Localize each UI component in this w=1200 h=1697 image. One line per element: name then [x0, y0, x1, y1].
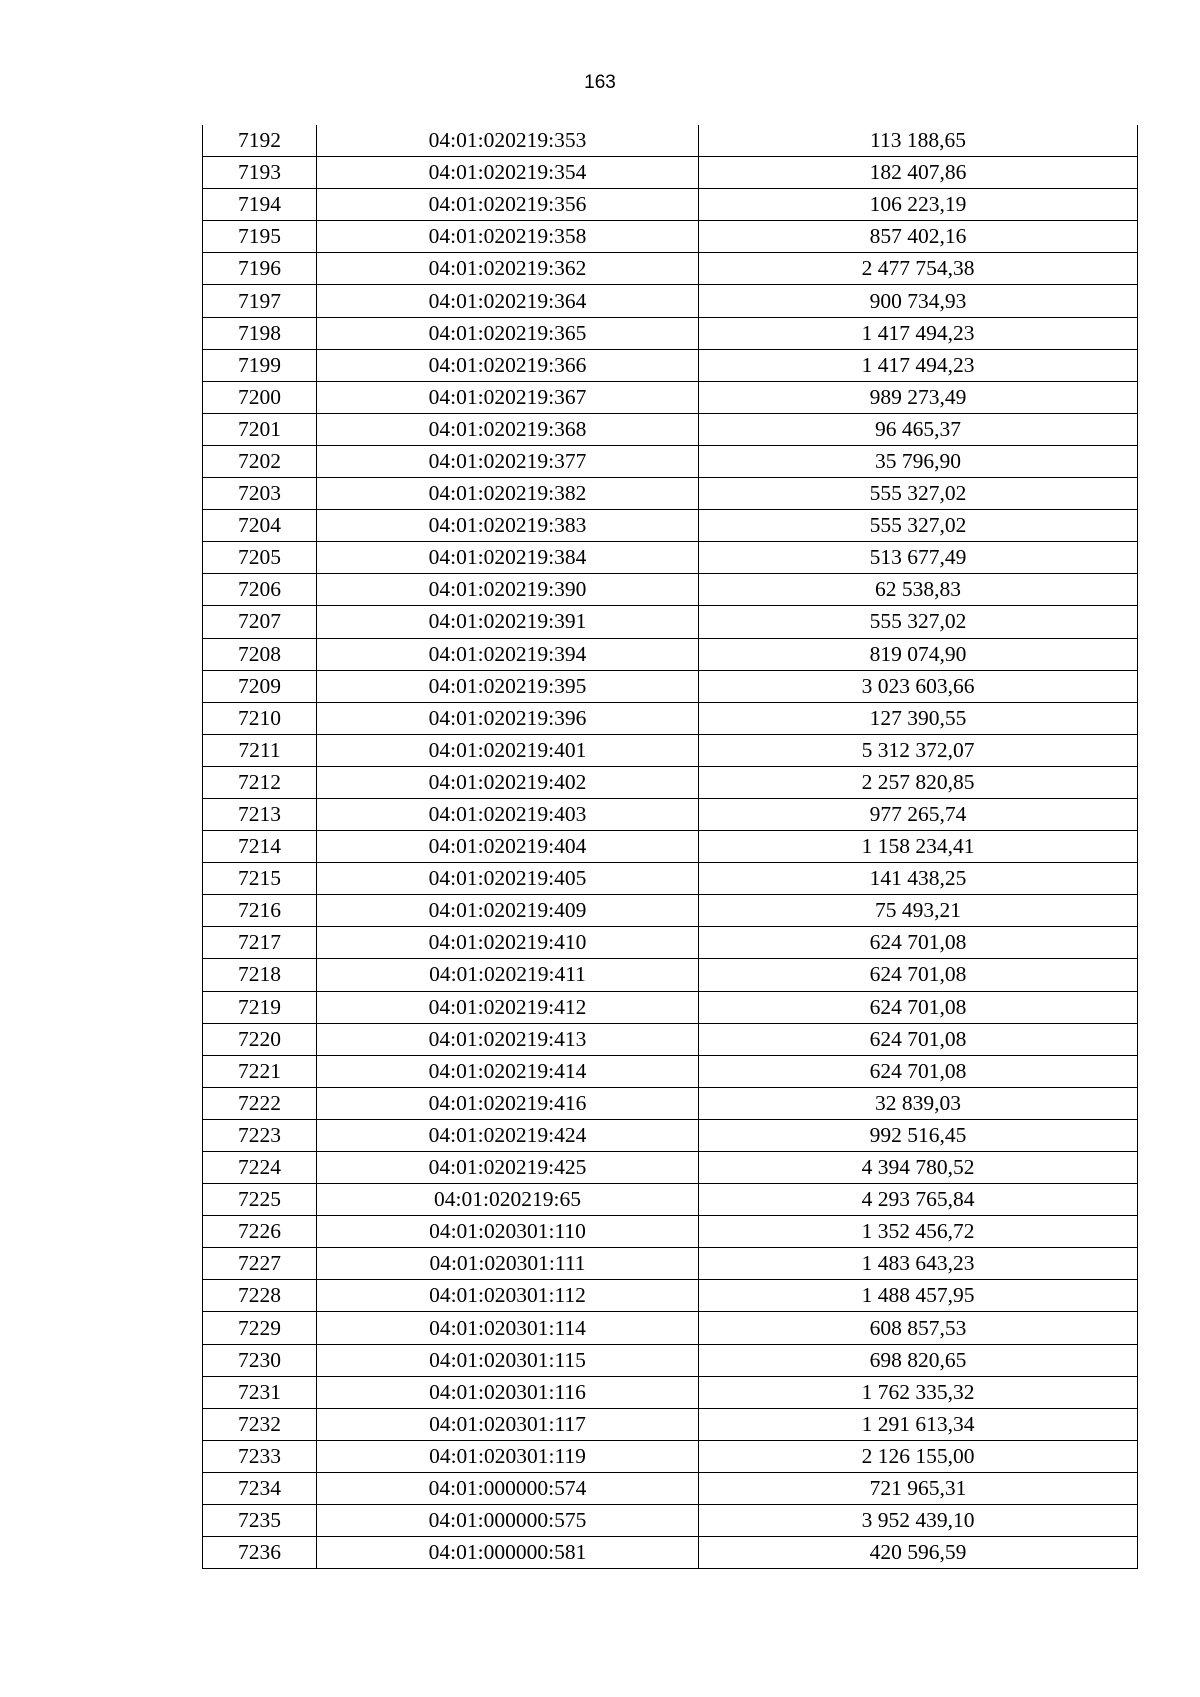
table-row: [203, 1440, 1138, 1472]
cadastral-number-cell: 04:01:000000:581: [317, 1537, 699, 1569]
cadastral-value-cell: 3 952 439,10: [699, 1505, 1138, 1537]
cadastral-number-cell: 04:01:020219:367: [317, 381, 699, 413]
cadastral-value-cell: 989 273,49: [699, 381, 1138, 413]
cadastral-value-cell: 141 438,25: [699, 863, 1138, 895]
table-row: [203, 1344, 1138, 1376]
row-number-cell: 7206: [203, 574, 317, 606]
cadastral-number-cell: 04:01:020219:410: [317, 927, 699, 959]
cadastral-value-cell: 624 701,08: [699, 927, 1138, 959]
cadastral-value-cell: 624 701,08: [699, 1023, 1138, 1055]
cadastral-value-cell: 513 677,49: [699, 542, 1138, 574]
cadastral-number-cell: 04:01:020219:358: [317, 221, 699, 253]
cadastral-value-cell: 2 126 155,00: [699, 1440, 1138, 1472]
cadastral-value-cell: 1 158 234,41: [699, 831, 1138, 863]
table-row: [203, 1280, 1138, 1312]
cadastral-number-cell: 04:01:020219:356: [317, 189, 699, 221]
cadastral-number-cell: 04:01:020219:416: [317, 1087, 699, 1119]
cadastral-value-cell: 75 493,21: [699, 895, 1138, 927]
cadastral-number-cell: 04:01:020219:384: [317, 542, 699, 574]
row-number-cell: 7194: [203, 189, 317, 221]
table-row: [203, 317, 1138, 349]
table-row: [203, 734, 1138, 766]
row-number-cell: 7228: [203, 1280, 317, 1312]
row-number-cell: 7207: [203, 606, 317, 638]
cadastral-value-cell: 96 465,37: [699, 413, 1138, 445]
cadastral-value-cell: 555 327,02: [699, 606, 1138, 638]
table-row: [203, 895, 1138, 927]
table-row: [203, 1408, 1138, 1440]
cadastral-value-cell: 182 407,86: [699, 157, 1138, 189]
row-number-cell: 7218: [203, 959, 317, 991]
cadastral-value-cell: 2 477 754,38: [699, 253, 1138, 285]
cadastral-number-cell: 04:01:020219:382: [317, 478, 699, 510]
row-number-cell: 7198: [203, 317, 317, 349]
table-row: [203, 702, 1138, 734]
cadastral-value-cell: 721 965,31: [699, 1472, 1138, 1504]
cadastral-value-cell: 4 293 765,84: [699, 1184, 1138, 1216]
cadastral-number-cell: 04:01:020219:391: [317, 606, 699, 638]
cadastral-value-cell: 113 188,65: [699, 125, 1138, 157]
row-number-cell: 7210: [203, 702, 317, 734]
cadastral-number-cell: 04:01:020301:116: [317, 1376, 699, 1408]
cadastral-value-cell: 3 023 603,66: [699, 670, 1138, 702]
row-number-cell: 7233: [203, 1440, 317, 1472]
table-row: [203, 863, 1138, 895]
cadastral-value-cell: 819 074,90: [699, 638, 1138, 670]
cadastral-number-cell: 04:01:020301:119: [317, 1440, 699, 1472]
row-number-cell: 7231: [203, 1376, 317, 1408]
row-number-cell: 7197: [203, 285, 317, 317]
cadastral-number-cell: 04:01:020219:383: [317, 510, 699, 542]
table-row: [203, 927, 1138, 959]
row-number-cell: 7226: [203, 1216, 317, 1248]
cadastral-number-cell: 04:01:020219:377: [317, 445, 699, 477]
cadastral-number-cell: 04:01:020219:390: [317, 574, 699, 606]
cadastral-value-cell: 555 327,02: [699, 478, 1138, 510]
row-number-cell: 7235: [203, 1505, 317, 1537]
cadastral-value-cell: 624 701,08: [699, 959, 1138, 991]
row-number-cell: 7223: [203, 1119, 317, 1151]
cadastral-value-cell: 5 312 372,07: [699, 734, 1138, 766]
row-number-cell: 7230: [203, 1344, 317, 1376]
cadastral-number-cell: 04:01:020219:394: [317, 638, 699, 670]
cadastral-number-cell: 04:01:020219:414: [317, 1055, 699, 1087]
row-number-cell: 7204: [203, 510, 317, 542]
table-row: [203, 1248, 1138, 1280]
cadastral-value-cell: 32 839,03: [699, 1087, 1138, 1119]
cadastral-number-cell: 04:01:020219:366: [317, 349, 699, 381]
row-number-cell: 7216: [203, 895, 317, 927]
cadastral-number-cell: 04:01:020219:411: [317, 959, 699, 991]
cadastral-number-cell: 04:01:020219:405: [317, 863, 699, 895]
cadastral-value-cell: 1 483 643,23: [699, 1248, 1138, 1280]
row-number-cell: 7192: [203, 125, 317, 157]
table-row: [203, 1312, 1138, 1344]
cadastral-number-cell: 04:01:020219:412: [317, 991, 699, 1023]
cadastral-value-cell: 420 596,59: [699, 1537, 1138, 1569]
table-row: [203, 413, 1138, 445]
row-number-cell: 7222: [203, 1087, 317, 1119]
table-row: [203, 253, 1138, 285]
cadastral-value-cell: 106 223,19: [699, 189, 1138, 221]
table-row: [203, 125, 1138, 157]
cadastral-number-cell: 04:01:020219:362: [317, 253, 699, 285]
row-number-cell: 7209: [203, 670, 317, 702]
table-row: [203, 1376, 1138, 1408]
table-row: [203, 959, 1138, 991]
cadastral-number-cell: 04:01:020219:368: [317, 413, 699, 445]
cadastral-value-cell: 4 394 780,52: [699, 1152, 1138, 1184]
cadastral-value-cell: 62 538,83: [699, 574, 1138, 606]
cadastral-number-cell: 04:01:020301:111: [317, 1248, 699, 1280]
cadastral-number-cell: 04:01:000000:575: [317, 1505, 699, 1537]
cadastral-number-cell: 04:01:020301:117: [317, 1408, 699, 1440]
cadastral-value-cell: 624 701,08: [699, 991, 1138, 1023]
cadastral-value-cell: 857 402,16: [699, 221, 1138, 253]
table-row: [203, 510, 1138, 542]
table-row: [203, 349, 1138, 381]
cadastral-number-cell: 04:01:020219:402: [317, 766, 699, 798]
cadastral-value-cell: 1 352 456,72: [699, 1216, 1138, 1248]
table-row: [203, 381, 1138, 413]
cadastral-number-cell: 04:01:020219:413: [317, 1023, 699, 1055]
cadastral-value-table: [202, 125, 1138, 1569]
cadastral-value-cell: 1 417 494,23: [699, 317, 1138, 349]
table-row: [203, 606, 1138, 638]
row-number-cell: 7220: [203, 1023, 317, 1055]
cadastral-value-cell: 608 857,53: [699, 1312, 1138, 1344]
table-row: [203, 542, 1138, 574]
table-row: [203, 1023, 1138, 1055]
cadastral-number-cell: 04:01:020219:65: [317, 1184, 699, 1216]
row-number-cell: 7199: [203, 349, 317, 381]
table-row: [203, 1537, 1138, 1569]
cadastral-number-cell: 04:01:020301:112: [317, 1280, 699, 1312]
row-number-cell: 7213: [203, 798, 317, 830]
row-number-cell: 7229: [203, 1312, 317, 1344]
row-number-cell: 7227: [203, 1248, 317, 1280]
cadastral-value-cell: 35 796,90: [699, 445, 1138, 477]
row-number-cell: 7215: [203, 863, 317, 895]
table-row: [203, 670, 1138, 702]
cadastral-value-cell: 1 291 613,34: [699, 1408, 1138, 1440]
table-row: [203, 1184, 1138, 1216]
cadastral-number-cell: 04:01:020301:114: [317, 1312, 699, 1344]
table-row: [203, 189, 1138, 221]
row-number-cell: 7195: [203, 221, 317, 253]
cadastral-number-cell: 04:01:020219:403: [317, 798, 699, 830]
row-number-cell: 7217: [203, 927, 317, 959]
table-row: [203, 831, 1138, 863]
cadastral-number-cell: 04:01:020219:365: [317, 317, 699, 349]
table-row: [203, 1216, 1138, 1248]
row-number-cell: 7211: [203, 734, 317, 766]
table-row: [203, 1472, 1138, 1504]
cadastral-number-cell: 04:01:020219:395: [317, 670, 699, 702]
row-number-cell: 7225: [203, 1184, 317, 1216]
cadastral-value-cell: 127 390,55: [699, 702, 1138, 734]
table-body: [203, 125, 1138, 1569]
cadastral-value-cell: 1 488 457,95: [699, 1280, 1138, 1312]
cadastral-number-cell: 04:01:020219:424: [317, 1119, 699, 1151]
cadastral-value-cell: 1 762 335,32: [699, 1376, 1138, 1408]
cadastral-value-cell: 1 417 494,23: [699, 349, 1138, 381]
row-number-cell: 7234: [203, 1472, 317, 1504]
cadastral-number-cell: 04:01:020301:110: [317, 1216, 699, 1248]
table-row: [203, 221, 1138, 253]
row-number-cell: 7224: [203, 1152, 317, 1184]
table-row: [203, 157, 1138, 189]
table-row: [203, 285, 1138, 317]
table-row: [203, 798, 1138, 830]
row-number-cell: 7214: [203, 831, 317, 863]
cadastral-value-cell: 698 820,65: [699, 1344, 1138, 1376]
table-row: [203, 766, 1138, 798]
row-number-cell: 7193: [203, 157, 317, 189]
cadastral-number-cell: 04:01:020219:401: [317, 734, 699, 766]
table-row: [203, 478, 1138, 510]
table-row: [203, 1119, 1138, 1151]
cadastral-value-cell: 555 327,02: [699, 510, 1138, 542]
cadastral-number-cell: 04:01:020301:115: [317, 1344, 699, 1376]
row-number-cell: 7212: [203, 766, 317, 798]
row-number-cell: 7219: [203, 991, 317, 1023]
table-row: [203, 1087, 1138, 1119]
row-number-cell: 7202: [203, 445, 317, 477]
table-row: [203, 445, 1138, 477]
row-number-cell: 7236: [203, 1537, 317, 1569]
cadastral-number-cell: 04:01:020219:364: [317, 285, 699, 317]
row-number-cell: 7203: [203, 478, 317, 510]
table-row: [203, 991, 1138, 1023]
table-row: [203, 1055, 1138, 1087]
table-row: [203, 1152, 1138, 1184]
row-number-cell: 7196: [203, 253, 317, 285]
cadastral-value-cell: 624 701,08: [699, 1055, 1138, 1087]
cadastral-number-cell: 04:01:020219:404: [317, 831, 699, 863]
cadastral-value-cell: 2 257 820,85: [699, 766, 1138, 798]
cadastral-value-cell: 900 734,93: [699, 285, 1138, 317]
cadastral-number-cell: 04:01:020219:354: [317, 157, 699, 189]
row-number-cell: 7232: [203, 1408, 317, 1440]
cadastral-number-cell: 04:01:000000:574: [317, 1472, 699, 1504]
cadastral-number-cell: 04:01:020219:396: [317, 702, 699, 734]
table-row: [203, 638, 1138, 670]
table-row: [203, 1505, 1138, 1537]
row-number-cell: 7201: [203, 413, 317, 445]
row-number-cell: 7200: [203, 381, 317, 413]
table-row: [203, 574, 1138, 606]
page-number: 163: [584, 72, 616, 93]
cadastral-number-cell: 04:01:020219:425: [317, 1152, 699, 1184]
cadastral-number-cell: 04:01:020219:409: [317, 895, 699, 927]
cadastral-value-cell: 977 265,74: [699, 798, 1138, 830]
row-number-cell: 7221: [203, 1055, 317, 1087]
cadastral-number-cell: 04:01:020219:353: [317, 125, 699, 157]
row-number-cell: 7208: [203, 638, 317, 670]
cadastral-value-cell: 992 516,45: [699, 1119, 1138, 1151]
row-number-cell: 7205: [203, 542, 317, 574]
